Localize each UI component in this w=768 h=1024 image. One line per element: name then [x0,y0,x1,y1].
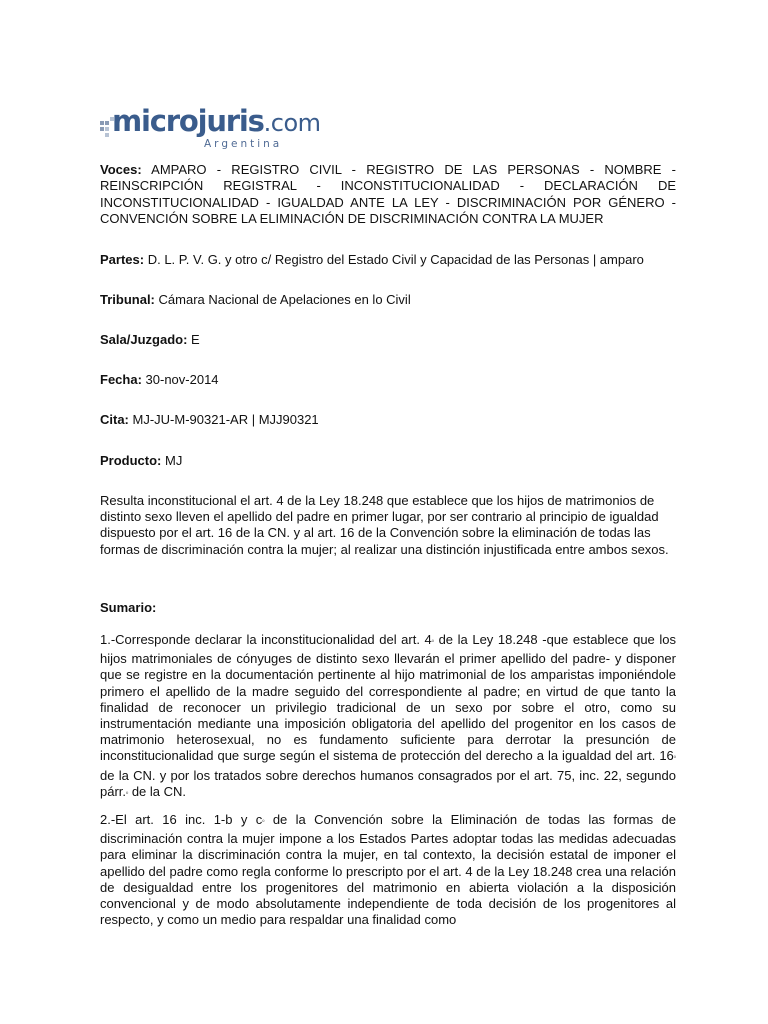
tribunal-value: Cámara Nacional de Apelaciones en lo Civil [158,292,411,307]
sala-value: E [191,332,200,347]
sumario-paragraph-2 [100,812,676,928]
cita-field [100,412,676,428]
p2-text-b: de la Convención sobre la Eliminación de todas las formas de discriminación contra la mujer impone a los Estados Partes adoptar todas las medidas adecuadas para eliminar la discriminación contra la mujer, en tal contexto, la decisión estatal de imponer el apellido del padre como regla conforme lo prescripto por el art. 4 de la Ley 18.248 crea una relación de desigualdad entre los progenitores del matrimonio en abierta violación a la disposición convencional y de modo absolutamente independiente de toda decisión de los progenitores al respecto, y como un medio para respaldar una finalidad como [100,812,676,928]
partes-label: Partes: [100,252,145,267]
p1-text-b: de la Ley 18.248 -que establece que los hijos matrimoniales de cónyuges de distinto sexo llevarán el primer apellido del padre- y disponer que se registre en la documentación pertinente al hijo matrimonial de los amparistas imponiéndole primero el apellido de la madre seguido del correspondiente al padre; en virtud de que tanto la finalidad de reconocer un privilegio tradicional de un sexo por sobre el otro, como su instrumentación mediante una imposición obligatoria del apellido del progenitor en los casos de matrimonio heterosexual, no es fundamento suficiente para derrotar la presunción de inconstitucionalidad que surge según el sistema de protección del derecho a la igualdad del art. 16 [100,632,676,764]
partes-value: D. L. P. V. G. y otro c/ Registro del Estado Civil y Capacidad de las Personas | amparo [147,252,644,267]
sala-label: Sala/Juzgado: [100,332,188,347]
p2-mark-1: º [262,820,265,826]
sumario-paragraph-1 [100,632,676,803]
logo-brand: microjuris [112,104,264,138]
producto-label: Producto: [100,453,162,468]
cita-label: Cita: [100,412,129,427]
cita-value: MJ-JU-M-90321-AR | MJJ90321 [132,412,319,427]
p1-mark-2: º [673,756,676,763]
p1-text-a: 1.-Corresponde declarar la inconstitucionalidad del art. 4 [100,632,432,647]
p1-text-d: de la CN. [128,783,187,799]
microjuris-logo [100,103,340,153]
partes-field [100,252,676,268]
p1-mark-1: º [431,640,434,646]
voces-value: AMPARO - REGISTRO CIVIL - REGISTRO DE LAS PERSONAS - NOMBRE - REINSCRIPCIÓN REGISTRAL - INCONSTITUCIONALIDAD - DECLARACIÓN DE INCONSTITUCIONALIDAD - IGUALDAD ANTE LA LEY - DISCRIMINACIÓN POR GÉNERO - CONVENCIÓN SOBRE LA ELIMINACIÓN DE DISCRIMINACIÓN CONTRA LA MUJER [100,162,676,226]
p1-mark-3: º [126,791,129,798]
p2-text-a: 2.-El art. 16 inc. 1-b y c [100,812,263,827]
tribunal-field [100,292,676,308]
logo-suffix: .com [263,109,321,137]
voces-field [100,162,676,227]
logo-subtitle: Argentina [204,138,283,150]
fecha-value: 30-nov-2014 [145,372,219,387]
fecha-label: Fecha: [100,372,142,387]
summary-intro: Resulta inconstitucional el art. 4 de la Ley 18.248 que establece que los hijos de matrimonios de distinto sexo lleven el apellido del padre en primer lugar, por ser contrario al principio de igualdad dispuesto por el art. 16 de la CN. y al art. 16 de la Convención sobre la eliminación de todas las formas de discriminación contra la mujer; al realizar una distinción injustificada entre ambos sexos. [100,493,669,557]
producto-value: MJ [165,453,183,468]
fecha-field [100,372,676,388]
p1-text-c: de la CN. y por los tratados sobre derechos humanos consagrados por el art. 75, inc. 22, segundo párr. [100,767,676,799]
tribunal-label: Tribunal: [100,292,155,307]
sumario-title: Sumario: [100,600,157,615]
voces-label: Voces: [100,162,142,177]
sala-field [100,332,676,348]
producto-field [100,453,676,469]
